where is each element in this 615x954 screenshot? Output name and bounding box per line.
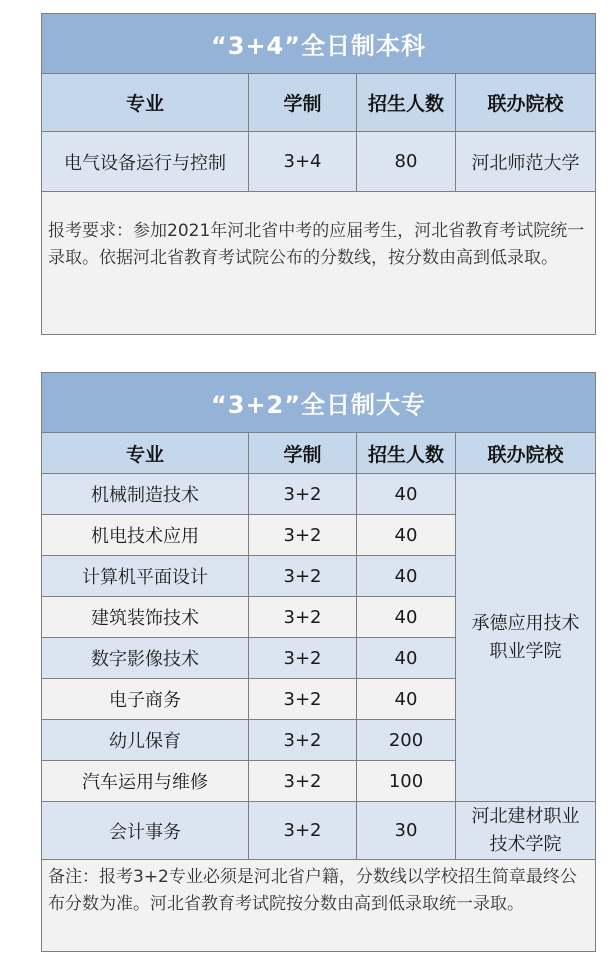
cell-system: 3+2 [249,720,357,761]
cell-count: 200 [357,720,456,761]
cell-major: 电子商务 [42,679,249,720]
cell-count: 40 [357,556,456,597]
cell-count: 40 [357,679,456,720]
cell-system: 3+2 [249,556,357,597]
header-count: 招生人数 [357,433,456,474]
cell-major: 会计事务 [42,802,249,860]
header-major: 专业 [42,433,249,474]
requirements-note: 报考要求：参加2021年河北省中考的应届考生，河北省教育考试院统一录取。依据河北省教育考试院公布的分数线，按分数由高到低录取。 [42,192,596,335]
school-label: 承德应用技术职业学院 [471,612,580,662]
cell-count: 40 [357,638,456,679]
cell-major: 数字影像技术 [42,638,249,679]
cell-system: 3+2 [249,761,357,802]
cell-count: 30 [357,802,456,860]
cell-major: 计算机平面设计 [42,556,249,597]
college-3plus2-table [41,372,596,952]
cell-major: 汽车运用与维修 [42,761,249,802]
undergraduate-3plus4-table [41,13,596,335]
header-system: 学制 [249,74,357,132]
table-title: “3+4”全日制本科 [42,14,596,74]
cell-major: 机电技术应用 [42,515,249,556]
cell-system: 3+4 [249,132,357,192]
cell-major: 幼儿保育 [42,720,249,761]
cell-system: 3+2 [249,474,357,515]
header-count: 招生人数 [357,74,456,132]
header-major: 专业 [42,74,249,132]
cell-school: 河北师范大学 [456,132,596,192]
cell-system: 3+2 [249,638,357,679]
cell-system: 3+2 [249,515,357,556]
table-row [42,474,596,515]
cell-major: 建筑装饰技术 [42,597,249,638]
header-system: 学制 [249,433,357,474]
cell-system: 3+2 [249,679,357,720]
cell-system: 3+2 [249,802,357,860]
cell-system: 3+2 [249,597,357,638]
cell-count: 80 [357,132,456,192]
cell-major: 电气设备运行与控制 [42,132,249,192]
cell-school-jiancai [456,802,596,860]
header-school: 联办院校 [456,74,596,132]
cell-major: 机械制造技术 [42,474,249,515]
cell-school-chengde [456,474,596,802]
cell-count: 100 [357,761,456,802]
remarks-note: 备注：报考3+2专业必须是河北省户籍，分数线以学校招生简章最终公布分数为准。河北省教育考试院按分数由高到低录取统一录取。 [42,860,596,952]
header-school: 联办院校 [456,433,596,474]
cell-count: 40 [357,515,456,556]
table-row [42,802,596,860]
school-label: 河北建材职业技术学院 [471,805,580,855]
cell-count: 40 [357,474,456,515]
table-title: “3+2”全日制大专 [42,373,596,433]
cell-count: 40 [357,597,456,638]
